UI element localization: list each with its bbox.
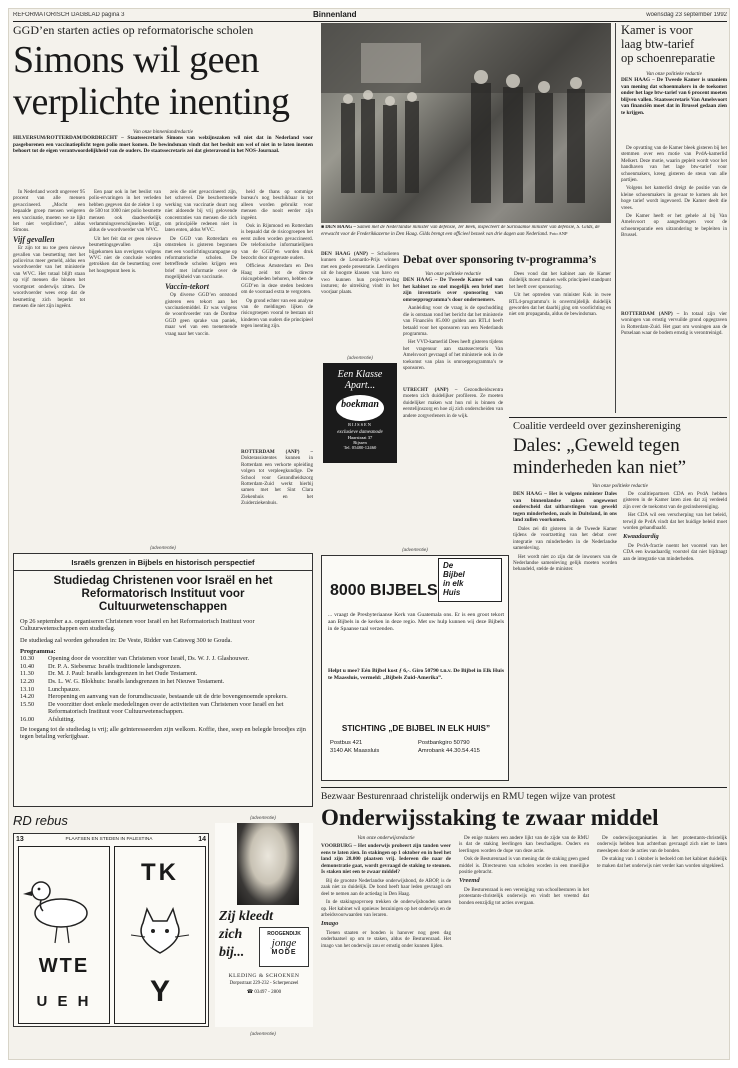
rotterdam-brief-2 bbox=[621, 311, 727, 411]
rebus-number-left: 13 bbox=[16, 836, 24, 843]
boekman-phone: Tel. 05480-12460 bbox=[343, 445, 377, 450]
lead-kicker: GGD’en starten acties op reformatorische scholen bbox=[13, 23, 254, 37]
bijbels-giro: Postbankgiro 50790 bbox=[418, 740, 470, 746]
lead-col4-p2: Ook in Rijnmond en Rotterdam is bepaald dat de risicogroepen het eerst zullen worden gevaccineerd. De telefonische informatielijnen van de GGD’en worden druk bezocht door ongeruste ouders. bbox=[241, 223, 313, 262]
onderwijs-column-2 bbox=[459, 835, 589, 1057]
lead-col3-p1: zeis die niet gevaccineerd zijn, het schrevel. Die beschermende werking van vaccinatie duurt nog niet aldoende bij vrij gelovende concentraties van mensen die zich om principiële redenen niet in laten enten, aldus WVC. bbox=[165, 189, 237, 234]
bijbels-logo-2: Bijbel bbox=[443, 570, 465, 579]
bijbels-logo bbox=[438, 558, 502, 602]
onderwijs-p6: De Besturenraad is een vereniging van schoolbesturen in het protestants-christelijk onderwijs en vindt het vreemd dat bonden eenzijdig tot acties overgaan. bbox=[459, 886, 589, 906]
dales-kicker: Coalitie verdeeld over gezinshereniging bbox=[513, 421, 681, 432]
tv-p2: Het VVD-kamerlid Dees heeft gisteren tijdens het vragenuur aan staatssecretaris Van Amelsvoort gevraagd of het ministerie ook in de toekomst van plan is omroepprogramma’s te sponsoren. bbox=[403, 339, 503, 372]
onderwijs-p2: In de stakingsopvroep trekken de onderwijsbonden samen op. Het kabinet wil opnieuw bezuinigen op het onderwijs en de arbeidsvoorwaarden van leraren. bbox=[321, 899, 451, 918]
mode-ad bbox=[215, 823, 313, 1027]
program-item-text: Dr. M. J. Paul: Israëls landsgrenzen in het Oude Testament. bbox=[48, 670, 198, 678]
program-item-time: 14.20 bbox=[20, 693, 35, 701]
studiedag-program-title: Programma: bbox=[20, 648, 56, 656]
sidebar-divider bbox=[615, 23, 616, 413]
boekman-brand: boekman bbox=[341, 399, 379, 410]
rebus-word-4: Y bbox=[149, 975, 170, 1008]
bijbels-text-2: Helpt u mee? Eén Bijbel kost ƒ 6,-. Giro 50790 t.n.v. De Bijbel in Elk Huis te Maassluis, vermeld: „Bijbels Zuid-Amerika”. bbox=[328, 668, 504, 681]
kamer-body bbox=[621, 145, 727, 305]
photo-caption bbox=[321, 225, 611, 245]
boekman-address: Haarstraat 37 bbox=[347, 435, 373, 440]
footer-ad-label: (advertentie) bbox=[250, 1031, 276, 1036]
page-header-date: woensdag 23 september 1992 bbox=[646, 12, 727, 18]
photo-caption-text: Samen met de Nederlandse minister van defensie, Ter Beek, inspecteert de Surinaamse minister van defensie, S. Gilds, de erewacht voor de Frederikkazerne in Den Haag. Gilds brengt een officieel bezoek van drie dagen aan Nederland. bbox=[321, 225, 600, 237]
dales-headline-2: minderheden kan niet” bbox=[513, 457, 687, 478]
rebus-word-1: WTE bbox=[38, 955, 90, 977]
lead-headline-2: verplichte inenting bbox=[13, 81, 290, 123]
lead-col1-p1: In Nederland wordt ongeveer 95 procent van alle mensen gevaccineerd. „Mocht een bepaalde groep mensen weigeren een vaccinatie, moeten we ze lijkt het niet verplichten”, aldus Simons. bbox=[13, 189, 85, 234]
lead-column-2 bbox=[89, 189, 161, 541]
onderwijs-headline: Onderwijsstaking te zwaar middel bbox=[321, 805, 659, 830]
studiedag-title: Studiedag Christenen voor Israël en het Reformatorisch Instituut voor Cultuurwetenschappen bbox=[53, 574, 273, 613]
program-item-text: Ds. L. W. G. Blokhuis: Israëls landsgrenzen in het Nieuwe Testament. bbox=[48, 678, 225, 685]
boekman-title-1: Een Klasse bbox=[337, 369, 383, 380]
tv-column-1 bbox=[403, 277, 503, 383]
lead-col1-p2: Er zijn tot nu toe geen nieuwe gevallen van besmetting met het poliovirus meer gemeld, aldus een woordvoerder van het ministerie van WVC. Het totaal blijft staan op vijf mensen die binnen het voortgezet onderwijs zitten. De woordvoerder wees erop dat de besmetting zich beperkt tot mensen die niet zijn ingeënt. bbox=[13, 245, 85, 309]
bijbels-logo-1: De bbox=[443, 561, 454, 570]
kamer-byline: Van onze politieke redactie bbox=[646, 71, 702, 77]
program-item-time: 15.50 bbox=[20, 700, 35, 708]
bijbels-org: STICHTING „DE BIJBEL IN ELK HUIS” bbox=[341, 724, 491, 733]
program-item-text: Opening door de voorzitter van Christenen voor Israël, Ds. W. J. J. Glashouwer. bbox=[48, 655, 250, 663]
onderwijs-rule bbox=[321, 787, 727, 788]
lead-column-3 bbox=[165, 189, 237, 541]
boekman-ad-label: (advertentie) bbox=[347, 355, 373, 360]
boekman-title-2: Apart... bbox=[344, 380, 376, 391]
bijbels-text: ... vraagt de Presbyteriaanse Kerk van Guatemala ons. Er is een groot tekort aan Bijbels in de kerken in deze regio. Met uw hulp kunnen wij deze Bijbels in de Spaanse taal verzenden. bbox=[328, 612, 504, 632]
dales-p5: De PvdA-fractie noemt het voorstel van het CDA een kwaadaardig voorstel dat niet bijdraagt aan de integratie van minderheden. bbox=[623, 542, 727, 562]
mode-slogan-3: bij... bbox=[219, 945, 245, 960]
newspaper-page bbox=[8, 8, 730, 1060]
lead-col3-p3: Op diverse GGD’en ontstond gisteren een tekort aan het vaccinatiemiddel. Er was volgens de woordvoerder van de Dordtse GGD geen sprake van paniek, maar wel van een toenemende vraag naar het vaccin. bbox=[165, 292, 237, 337]
bijbels-ad-label: (advertentie) bbox=[402, 547, 428, 552]
program-item-text: Lunchpauze. bbox=[48, 685, 81, 693]
mode-ad-label: (advertentie) bbox=[250, 815, 276, 820]
mode-logo bbox=[259, 927, 309, 967]
tv-headline: Debat over sponsoring tv-programma’s bbox=[403, 254, 597, 266]
lead-col3-p2: De GGD van Rotterdam en omstreken is gisteren begonnen met een voorlichtingscampagne op reformatorische scholen. De betreffende scholen krijgen een brief met informatie over de mogelijkheid van vaccinatie. bbox=[165, 235, 237, 281]
kamer-headline-3: op schoenreparatie bbox=[621, 51, 716, 65]
kamer-headline-2: laag btw-tarief bbox=[621, 37, 695, 51]
header-rule bbox=[13, 21, 727, 22]
mode-address: Dorpsstraat 229-232 - Scherpenzeel bbox=[229, 981, 299, 986]
program-item-text: Dr. P. A. Siebesma: Israëls traditionele landsgrenzen. bbox=[48, 662, 182, 670]
studiedag-footer: De toegang tot de studiedag is vrij; alle geïnteresseerden zijn welkom. Koffie, thee, soep en belegde broodjes zijn tegen betaling verkrijgbaar. bbox=[20, 725, 306, 740]
boekman-logo bbox=[336, 395, 384, 421]
onderwijs-p5: Ook de Besturenraad is van mening dat de staking geen goed middel is. Directeuren van scholen worden in een moeilijke positie gebracht. bbox=[459, 856, 589, 876]
utrecht-brief-text: Gezondheidscentra moeten zich duidelijker profileren. Ze moeten duidelijker maken wat hun rol is binnen de eerstelijnszorg en hoe zij zich onderscheiden van andere zorgverleners in de wijk. bbox=[403, 387, 503, 419]
bijbels-logo-3: in elk bbox=[443, 579, 464, 588]
onderwijs-subhead: Imago bbox=[321, 920, 339, 928]
dales-p4: Het CDA wil een verscherping van het beleid, terwijl de PvdA vindt dat het huidige beleid moet worden gehandhaafd. bbox=[623, 512, 727, 532]
rotterdam-brief-text: Dokterassistentes kunnen in Rotterdam een verkorte opleiding volgen tot verpleegkundige. De School voor Gezondheidszorg Rotterdam-Zuid werkt hierbij samen met het Sint Clara Ziekenhuis en het Zuiderziekenhuis. bbox=[241, 455, 313, 507]
program-item-text: De voorzitter doet enkele mededelingen over de activiteiten van Christenen voor Israël en het Reformatorisch Instituut voor Cultuurwetenschappen. bbox=[48, 700, 284, 716]
onderwijs-p3: Tienen staaten er bonden is hanover nog geen dag onderbaatsel op om te staken, aldus de Besturenraad. Het imago van het onderwijs zou er ernstig onder kunnen lijden. bbox=[321, 929, 451, 949]
program-item bbox=[20, 701, 306, 716]
page-header-left: REFORMATORISCH DAGBLAD pagina 3 bbox=[13, 12, 125, 18]
mode-phone: ☎ 03497 - 2800 bbox=[246, 990, 282, 995]
program-item bbox=[20, 716, 306, 724]
model-photo bbox=[237, 823, 299, 905]
rebus-word-2: U E H bbox=[36, 993, 92, 1010]
onderwijs-p4: De enige makers een andere lijkt van de zijde van de RMU is dat de staking leerlingen kan beschadigen. Ouders en leerlingen worden de dupe van deze actie. bbox=[459, 835, 589, 854]
dales-lead: DEN HAAG – Het is volgens minister Dales van binnenlandse zaken ongewenst onderscheid dat uitbarstingen van geweld tegen minderheden, zoals in Duitsland, in ons land zullen voorkomen. bbox=[513, 491, 617, 524]
rotterdam-brief-dateline: ROTTERDAM (ANP) – bbox=[241, 449, 313, 455]
tv-column-2 bbox=[509, 271, 611, 413]
dales-rule bbox=[509, 417, 727, 418]
lead-col4-p1: heid de thans op sommige bureau’s nog beschikbaar is tot alleen worden gebruikt voor mensen die nooit eerder zijn ingeënt. bbox=[241, 189, 313, 221]
mode-brand-3: MODE bbox=[271, 949, 297, 956]
rebus-title: RD rebus bbox=[13, 813, 68, 828]
program-item-time: 12.20 bbox=[20, 678, 35, 685]
rebus-cell-right bbox=[114, 846, 206, 1024]
rebus-puzzle bbox=[13, 833, 209, 1027]
dales-p3: De coalitiepartners CDA en PvdA hebben gisteren in de Kamer laten zien dat zij verdeeld zijn over de toekomst van de gezinshereniging. bbox=[623, 491, 727, 510]
onderwijs-subhead-2: Vreemd bbox=[459, 877, 480, 885]
mode-brand-2: jonge bbox=[271, 937, 297, 949]
program-item bbox=[20, 678, 306, 686]
lead-intro: HILVERSUM/ROTTERDAM/DORDRECHT – Staatssecretaris Simons van welzijnszaken wil niet dat in Nederland voor pasgeborenen een vaccinatieplicht tegen polio moet komen. De bewindsman vindt dat het besluit om wel of niet in te laten inenten behoort tot de eigen verantwoordelijkheid van de ouders. De staatssecretaris zei dat gisteravond in het NOS-Journaal. bbox=[13, 135, 313, 155]
onderwijs-kicker: Bezwaar Besturenraad christelijk onderwijs en RMU tegen wijze van protest bbox=[321, 791, 616, 802]
photo-soldiers-illustration bbox=[321, 23, 611, 223]
bijbels-ad bbox=[321, 555, 509, 781]
program-item-time: 10.30 bbox=[20, 655, 35, 663]
lead-headline-1: Simons wil geen bbox=[13, 39, 259, 81]
lead-col4-p4: Op grond echter van een analyse van de meldingen lijken de risicogroepen vooral te bestaan uit kinderen van ouders die principieel tegen inenting zijn. bbox=[241, 297, 313, 330]
lead-col4-p3: Officieus Amsterdam en Den Haag zeid tot de directe risicogebieden behoren, hebben de GGD’en in deze steden besloten om de voorraad extra te vergroten. bbox=[241, 263, 313, 296]
lead-col2-p1: Een paar ook in het beslist van polio-ervaringen in het verleden hebben gegeven dat de ziekte 1 op de 500 tot 1000 niet polio besmette mensen ook daadwerkelijk verlammingsverschijnselen krijgt, aldus de woordvoerder van WVC. bbox=[89, 189, 161, 234]
program-item bbox=[20, 670, 306, 678]
lead-col2-p2: Uit het feit dat er geen nieuwe besmettingsgevallen zijn bijgekomen kan overigens volgens WVC niet de conclusie worden getrokken dat de besmetting over het hoogtepunt heen is. bbox=[89, 235, 161, 274]
denhaag-brief-dateline: DEN HAAG (ANP) – bbox=[321, 251, 374, 257]
kamer-p1: De opvatting van de Kamer bleek gisteren bij het stemmen over een motie van PvdA-kamerlid Melkert. Deze motie, waarin gepleit wordt voor het handhaven van het lage btw-tarief voor schoenmakers, kreeg gisteren de steun van alle partijen. bbox=[621, 145, 727, 184]
program-item-text: Afsluiting. bbox=[48, 715, 76, 723]
rebus-number-right: 14 bbox=[198, 836, 206, 843]
onderwijs-p8: De staking van 1 oktober is bedoeld om het kabinet duidelijk te maken dat het onderwijs niet verder kan worden uitgekleed. bbox=[597, 856, 727, 869]
bijbels-city: 3140 AK Maassluis bbox=[330, 748, 380, 754]
program-item bbox=[20, 663, 306, 671]
studiedag-ad-label: (advertentie) bbox=[150, 545, 176, 550]
mode-brand-1: ROOGENDIJK bbox=[267, 931, 301, 937]
rebus-puzzle-title: PLAATSEN EN STEDEN IN PALESTINA bbox=[65, 837, 153, 842]
tv-p3: Dees vond dat het kabinet aan de Kamer duidelijk moest maken welk principieel standpunt het heeft over sponsoring. bbox=[509, 271, 611, 290]
studiedag-intro: Op 26 september a.s. organiseren Christenen voor Israël en het Reformatorisch Instituut voor Cultuurwetenschappen een studiedag. bbox=[20, 618, 255, 633]
onderwijs-lead: VOORBURG – Het onderwijs probeert zijn tanden weer eens te laten zien. In stakingen op 1 oktober en in heel het land zijn 28.000 plaatsen vrij. Iedereen die naar de demonstratie gaat, wordt gevraagd de staking te steunen. Is staken niet een te zwaar middel? bbox=[321, 843, 451, 876]
kamer-p3: De Kamer heeft er het gehele al bij Van Amelsvoort op aangedrongen voor de schoenreparatie een uitzondering te bepleiten in Brussel. bbox=[621, 213, 727, 239]
mode-tagline: KLEDING & SCHOENEN bbox=[228, 973, 300, 979]
lead-col3-subhead: Vaccin-tekort bbox=[165, 281, 209, 291]
dales-byline: Van onze politieke redactie bbox=[592, 483, 648, 489]
program-item-time: 11.30 bbox=[20, 670, 34, 678]
lead-column-4 bbox=[241, 189, 313, 449]
boekman-brand-sub: RIJSSEN bbox=[348, 422, 372, 427]
onderwijs-column-3 bbox=[597, 835, 727, 1057]
onderwijs-p7: De onderwijsorganisaties in het protestants-christelijk onderwijs hebben hun achterban gevraagd zich niet te laten meeslepen door de acties van de bonden. bbox=[597, 835, 727, 854]
dales-column-2 bbox=[623, 491, 727, 783]
lead-column-1 bbox=[13, 189, 85, 541]
rotterdam-brief2-dateline: ROTTERDAM (ANP) – bbox=[621, 311, 680, 317]
onderwijs-p1: Bij de grootste Nederlandse onderwijsbond, de ABOP, is de zaak niet zo duidelijk. De bond heeft haar leden gevraagd om deel te nemen aan de actiedag in Den Haag. bbox=[321, 877, 451, 897]
photo-caption-marker-icon: ■ bbox=[321, 225, 325, 230]
denhaag-brief-text: Scholieren kunnen de Leonardo-Prijs winnen met een goede presentatie. Leerlingen uit de hoogste klassen van havo en vwo kunnen hun projectverslag insturen; de uitreiking vindt in het voorjaar plaats. bbox=[321, 251, 399, 296]
lead-col1-subhead: Vijf gevallen bbox=[13, 234, 55, 244]
tv-p4: Uit het optreden van minister Kok in twee RTL4-programma’s is onvermijdelijk duidelijk geworden dat het daarbij ging om voorlichting en niet om propaganda, aldus de bewindsman. bbox=[509, 292, 611, 318]
tv-p1: Aanleiding voor de vraag is de opschudding die is ontstaan rond het bericht dat het ministerie van Financiën 85.000 gulden aan RTL4 heeft betaald voor het sponsoren van een Nederlands programma. bbox=[403, 305, 503, 337]
dales-headline-1: Dales: „Geweld tegen bbox=[513, 435, 680, 456]
rebus-cell-left bbox=[18, 846, 110, 1024]
news-photo bbox=[321, 23, 611, 223]
program-item bbox=[20, 686, 306, 694]
dales-column-1 bbox=[513, 491, 617, 783]
program-item-text: Heropening en aanvang van de forumdiscussie, bestaande uit de drie bovengenoemde sprekers. bbox=[48, 693, 288, 701]
boekman-city: Rijssen bbox=[353, 440, 367, 445]
kamer-headline-1: Kamer is voor bbox=[621, 23, 693, 37]
bijbels-title: 8000 BIJBELS bbox=[330, 582, 438, 599]
dales-subhead: Kwaadaardig bbox=[623, 533, 659, 541]
kamer-p2: Volgens het kamerlid dreigt de positie van de kleine schoenmakers in gevaar te komen als het hoge tarief wordt ingevoerd. De Kamer deelt die vrees. bbox=[621, 185, 727, 211]
program-item-time: 10.40 bbox=[20, 662, 35, 670]
utrecht-brief bbox=[403, 387, 503, 441]
bijbels-bank: Amrobank 44.30.54.415 bbox=[418, 748, 480, 754]
bijbels-logo-4: Huis bbox=[443, 588, 461, 597]
dales-p2: Het wordt niet zo zijn dat de inwoners van de Nederlandse samenleving gelijk moeten worden behandeld, stelde de minister. bbox=[513, 553, 617, 573]
studiedag-ad bbox=[13, 553, 313, 807]
onderwijs-byline: Van onze onderwijsredactie bbox=[357, 835, 415, 841]
tv-lead: DEN HAAG – De Tweede Kamer wil van het kabinet zo snel mogelijk een brief met zijn inventaris over sponsoring van omroepprogramma’s door ondernemers. bbox=[403, 277, 503, 303]
dales-p1: Dales zei dit gisteren in de Tweede Kamer tijdens de voortzetting van het debat over integratie van minderheden in de Nederlandse samenleving. bbox=[513, 525, 617, 552]
program-item bbox=[20, 655, 306, 663]
denhaag-brief bbox=[321, 251, 399, 351]
studiedag-program bbox=[14, 655, 312, 723]
studiedag-banner: Israëls grenzen in Bijbels en historisch perspectief bbox=[14, 554, 312, 571]
rotterdam-brief bbox=[241, 449, 313, 541]
kamer-lead: DEN HAAG – De Tweede Kamer is unaniem van mening dat schoenmakers in de toekomst onder het lage btw-tarief van 6 procent moeten blijven vallen. Staatssecretaris Van Amelsvoort van financiën moet dat in Brussel gedaan zien te krijgen. bbox=[621, 77, 727, 116]
boekman-ad bbox=[323, 363, 397, 463]
cat-drawing-icon bbox=[115, 903, 205, 963]
program-item bbox=[20, 693, 306, 701]
duck-drawing-icon bbox=[19, 851, 109, 951]
rotterdam-brief2-text: In totaal zijn vier woningen van ernstig vervuilde grond opgegraven in Rotterdam-Zuid. Het gaat om woningen aan de Putselaan waar de bodem ernstig is verontreinigd. bbox=[621, 311, 727, 337]
onderwijs-column-1 bbox=[321, 843, 451, 1057]
program-item-time: 13.10 bbox=[20, 685, 35, 693]
lead-byline: Van onze binnenlandredactie bbox=[132, 129, 194, 135]
rebus-word-3: TK bbox=[141, 859, 179, 886]
photo-caption-place: DEN HAAG – bbox=[325, 225, 356, 230]
mode-slogan-1: Zij kleedt bbox=[219, 909, 274, 924]
mode-slogan-2: zich bbox=[219, 927, 243, 942]
tv-byline: Van onze politieke redactie bbox=[425, 271, 481, 277]
photo-credit: Foto ANP bbox=[549, 231, 568, 236]
program-item-time: 16.00 bbox=[20, 715, 35, 723]
section-title: Binnenland bbox=[313, 10, 357, 19]
bijbels-postbus: Postbus 421 bbox=[330, 740, 363, 746]
studiedag-location: De studiedag zal worden gehouden in: De Veste, Ridder van Catsweg 300 te Gouda. bbox=[20, 636, 232, 644]
utrecht-brief-dateline: UTRECHT (ANP) – bbox=[403, 387, 458, 393]
boekman-tagline: exclusieve damesmode bbox=[337, 430, 383, 435]
